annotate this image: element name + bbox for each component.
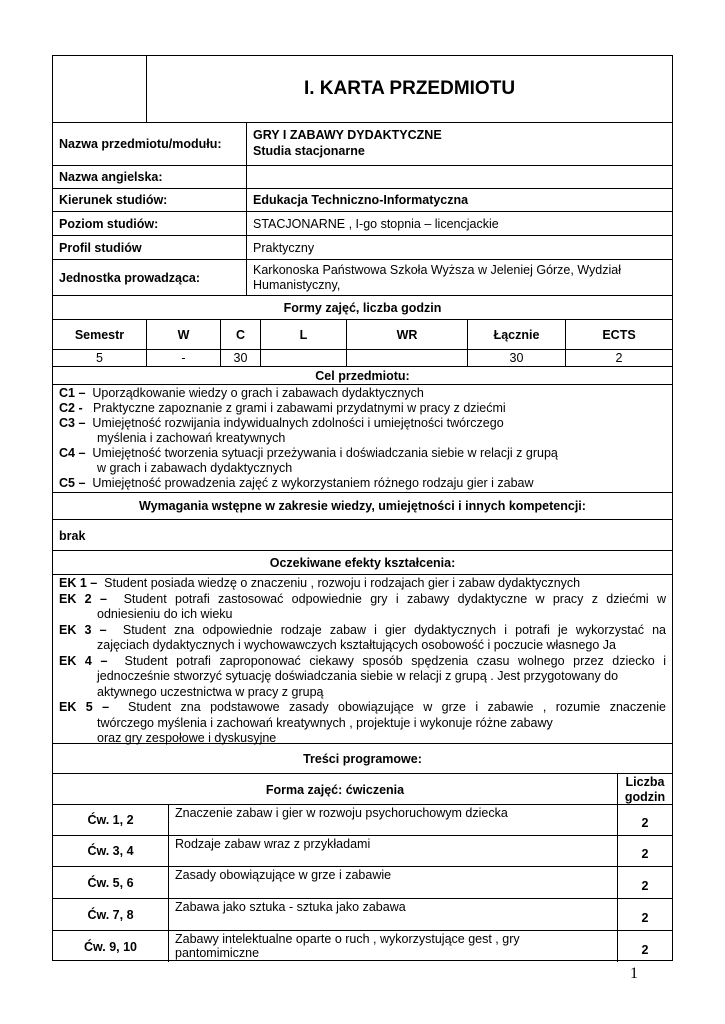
forms-header-cell: ECTS [565,320,672,349]
tresci-text-line: Zabawy intelektualne oparte o ruch , wykorzystujące gest , gry [175,932,520,946]
unit-line-1: Karkonoska Państwowa Szkoła Wyższa w Jeleniej Górze, Wydział [253,263,621,277]
efekt-text-cont: odniesieniu do ich wieku [97,607,233,621]
cel-item [59,446,672,461]
info-value [246,123,672,165]
tresci-text-line: Zabawa jako sztuka - sztuka jako zabawa [175,900,406,914]
tresci-code: Ćw. 5, 6 [87,875,134,890]
tresci-text [168,836,617,866]
tresci-row [53,866,672,898]
cel-code: C3 – [59,416,86,430]
info-row-unit [53,259,672,296]
cel-text-cont: myślenia i zachowań kreatywnych [97,431,286,445]
efekt-text: Student posiada wiedzę o znaczeniu , rozwoju i rodzajach gier i zabaw dydaktycznych [104,576,581,590]
cel-code: C2 - [59,401,83,415]
tresci-row [53,835,672,866]
hours-label-line-2: godzin [624,790,666,804]
cel-heading: Cel przedmiotu: [53,366,672,384]
efekt-code: EK 3 – [59,622,107,637]
forms-header-cell: WR [346,320,467,349]
hours-label [617,774,672,805]
efekt-text: Student zna odpowiednie rodzaje zabaw i gier dydaktycznych i potrafi je wykorzystać na [122,622,666,637]
tresci-hours: 2 [617,899,672,930]
efekt-code: EK 2 – [59,591,107,606]
page-title: I. KARTA PRZEDMIOTU [146,56,672,122]
form-label: Forma zajęć: ćwiczenia [265,782,405,797]
title-row [53,56,672,122]
title-blank-cell [53,56,146,122]
hours-label-line-1: Liczba [625,775,665,789]
efekt-text-cont: zajęciach dydaktycznych i wychowawczych kształtujących osobowość i poczucie własnego Ja [97,638,616,652]
efekt-line [59,592,666,608]
wymagania-value: brak [53,519,672,551]
efekt-code: EK 1 – [59,576,98,590]
forms-header-cell: W [146,320,220,349]
forms-header-cell: C [220,320,260,349]
info-row-field [53,188,672,211]
efekty-list [53,574,672,744]
efekt-text-cont: jednocześnie stworzyć sytuację doświadczania siebie w relacji z grupą . Jest przygotowany do [97,669,619,683]
cel-text: Umiejętność prowadzenia zajęć z wykorzystaniem różnego rodzaju gier i zabaw [92,476,534,490]
info-value: Praktyczny [246,236,672,259]
forms-value-cell [346,350,467,366]
efekt-line [59,623,666,639]
efekt-text-cont: oraz gry zespołowe i dyskusyjne [97,731,277,745]
tresci-hours: 2 [617,931,672,962]
info-value [246,166,672,188]
efekt-text: Student potrafi zaproponować ciekawy sposób spędzenia czasu wolnego przez dziecko i [124,653,666,668]
forms-values-row [53,349,672,366]
forms-heading: Formy zajęć, liczba godzin [53,295,672,319]
forms-value-cell: 2 [565,350,672,366]
info-row-name [53,122,672,165]
forms-header-cell: Łącznie [467,320,565,349]
course-card [52,55,673,961]
wymagania-heading: Wymagania wstępne w zakresie wiedzy, umiejętności i innych kompetencji: [53,492,672,519]
info-value: Edukacja Techniczno-Informatyczna [246,189,672,211]
tresci-row [53,930,672,962]
forms-value-cell: 5 [96,351,103,365]
cel-text: Praktyczne zapoznanie z grami i zabawami przydatnymi w pracy z dziećmi [93,401,506,415]
cel-code: C5 – [59,476,86,490]
efekt-text: Student potrafi zastosować odpowiednie gry i zabawy dydaktyczne w pracy z dziećmi w [123,591,667,606]
info-row-level [53,211,672,235]
efekt-text: Student zna podstawowe zasady obowiązujące w grze i zabawie , rozumie znaczenie [127,700,666,714]
cel-text: Umiejętność tworzenia sytuacji przeżywania i doświadczania siebie w relacji z grupą [92,446,558,460]
cel-item [59,401,672,416]
cel-item [59,476,672,491]
info-label: Poziom studiów: [59,216,159,231]
forms-value-cell [260,350,346,366]
info-value [246,260,672,296]
efekt-text-cont: twórczego myślenia i zachowań kreatywnych , projektuje i wykonuje różne zabawy [97,715,553,730]
cel-text: Umiejętność rozwijania indywidualnych zdolności i umiejętności twórczego [92,416,504,430]
forms-value-cell: 30 [220,350,260,366]
efekty-heading: Oczekiwane efekty kształcenia: [53,550,672,574]
info-row-english [53,165,672,188]
efekt-line [59,654,666,670]
efekt-line [59,576,666,592]
study-mode: Studia stacjonarne [253,144,365,158]
tresci-row [53,898,672,930]
info-label: Profil studiów [59,240,142,255]
tresci-header-row [53,773,672,805]
forms-value-cell: - [146,350,220,366]
efekt-code: EK 4 – [59,653,108,668]
cel-text-cont: w grach i zabawach dydaktycznych [97,461,293,475]
tresci-text [168,805,617,835]
info-label: Kierunek studiów: [59,193,168,207]
info-label: Nazwa przedmiotu/modułu: [59,137,222,151]
course-name: GRY I ZABAWY DYDAKTYCZNE [253,128,442,142]
forms-value-cell: 30 [467,350,565,366]
tresci-code: Ćw. 7, 8 [87,907,134,922]
tresci-code: Ćw. 3, 4 [87,844,134,858]
tresci-text-line: Znaczenie zabaw i gier w rozwoju psychoruchowym dziecka [175,806,508,820]
cel-text: Uporządkowanie wiedzy o grach i zabawach dydaktycznych [92,386,424,400]
efekt-text-cont: aktywnego uczestnictwa w pracy z grupą [97,684,324,699]
tresci-text-line: Zasady obowiązujące w grze i zabawie [175,868,392,882]
forms-header-cell: L [260,320,346,349]
cel-list [53,384,672,492]
info-label: Jednostka prowadząca: [59,271,201,285]
tresci-code: Ćw. 1, 2 [87,813,134,827]
info-label: Nazwa angielska: [59,170,163,184]
tresci-row [53,804,672,835]
tresci-hours: 2 [617,867,672,898]
info-row-profile [53,235,672,259]
efekt-line [59,700,666,716]
tresci-text [168,867,617,898]
cel-code: C1 – [59,386,86,400]
tresci-text [168,899,617,930]
cel-item [59,416,672,431]
cel-item [59,386,672,401]
unit-line-2: Humanistyczny, [253,278,341,292]
tresci-text-line: Rodzaje zabaw wraz z przykładami [175,837,371,851]
efekt-code: EK 5 – [59,700,110,714]
page-number: 1 [630,965,638,982]
forms-header-row [53,319,672,349]
info-value: STACJONARNE , I-go stopnia – licencjackie [246,212,672,235]
tresci-text-line: pantomimiczne [175,946,260,960]
tresci-hours: 2 [617,836,672,866]
tresci-code: Ćw. 9, 10 [83,939,138,954]
tresci-hours: 2 [617,805,672,835]
cel-code: C4 – [59,446,86,460]
tresci-heading: Treści programowe: [53,743,672,773]
forms-header-cell: Semestr [74,327,125,342]
tresci-text [168,931,617,962]
